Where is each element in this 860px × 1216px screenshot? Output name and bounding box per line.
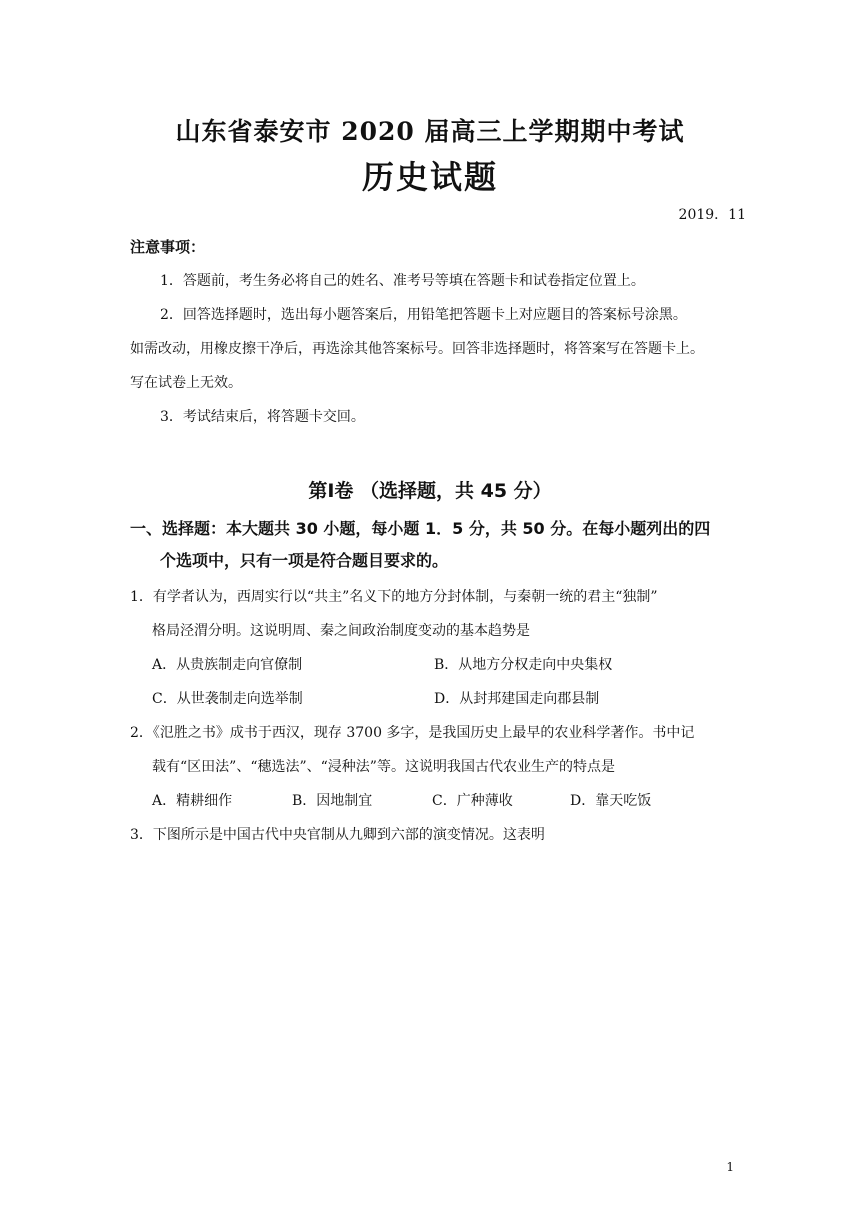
question-1-option-a: A．从贵族制走向官僚制 — [152, 657, 303, 673]
question-1-text: 1．有学者认为，西周实行以“共主”名义下的地方分封体制，与秦朝一统的君主“独制” — [130, 589, 658, 605]
exam-title: 山东省泰安市 2020 届高三上学期期中考试 — [175, 117, 685, 146]
page-number: 1 — [726, 1160, 734, 1174]
question-1-text-cont: 格局泾渭分明。这说明周、秦之间政治制度变动的基本趋势是 — [152, 623, 530, 639]
notice-item-1: 1．答题前，考生务必将自己的姓名、准考号等填在答题卡和试卷指定位置上。 — [160, 273, 645, 289]
exam-date: 2019．11 — [678, 207, 746, 223]
question-2-option-a: A．精耕细作 — [152, 793, 233, 809]
question-2-option-c: C．广种薄收 — [432, 793, 513, 809]
notice-item-2-cont: 如需改动，用橡皮擦干净后，再选涂其他答案标号。回答非选择题时，将答案写在答题卡上。 — [130, 341, 704, 357]
notice-item-3: 3．考试结束后，将答题卡交回。 — [160, 409, 365, 425]
question-2-option-b: B．因地制宜 — [292, 793, 373, 809]
notice-item-2-end: 写在试卷上无效。 — [130, 375, 242, 391]
question-1-option-d: D．从封邦建国走向郡县制 — [434, 691, 600, 707]
question-2-text: 2．《氾胜之书》成书于西汉，现存 3700 多字，是我国历史上最早的农业科学著作。书中记 — [130, 725, 695, 741]
question-2-text-cont: 载有“区田法”、“穗选法”、“浸种法”等。这说明我国古代农业生产的特点是 — [152, 759, 615, 775]
question-3-text: 3．下图所示是中国古代中央官制从九卿到六部的演变情况。这表明 — [130, 827, 545, 843]
section-heading: 一、选择题：本大题共 30 小题，每小题 1．5 分，共 50 分。在每小题列出的四 — [130, 519, 711, 538]
question-1-option-c: C．从世袭制走向选举制 — [152, 691, 303, 707]
notice-title: 注意事项： — [130, 238, 206, 256]
section-heading-cont: 个选项中，只有一项是符合题目要求的。 — [160, 551, 449, 570]
question-2-option-d: D．靠天吃饭 — [570, 793, 652, 809]
subject-title: 历史试题 — [361, 158, 498, 196]
question-1-option-b: B．从地方分权走向中央集权 — [434, 657, 613, 673]
section-title: 第Ⅰ卷 （选择题，共 45 分） — [308, 480, 552, 502]
notice-item-2: 2．回答选择题时，选出每小题答案后，用铅笔把答题卡上对应题目的答案标号涂黑。 — [160, 307, 687, 323]
